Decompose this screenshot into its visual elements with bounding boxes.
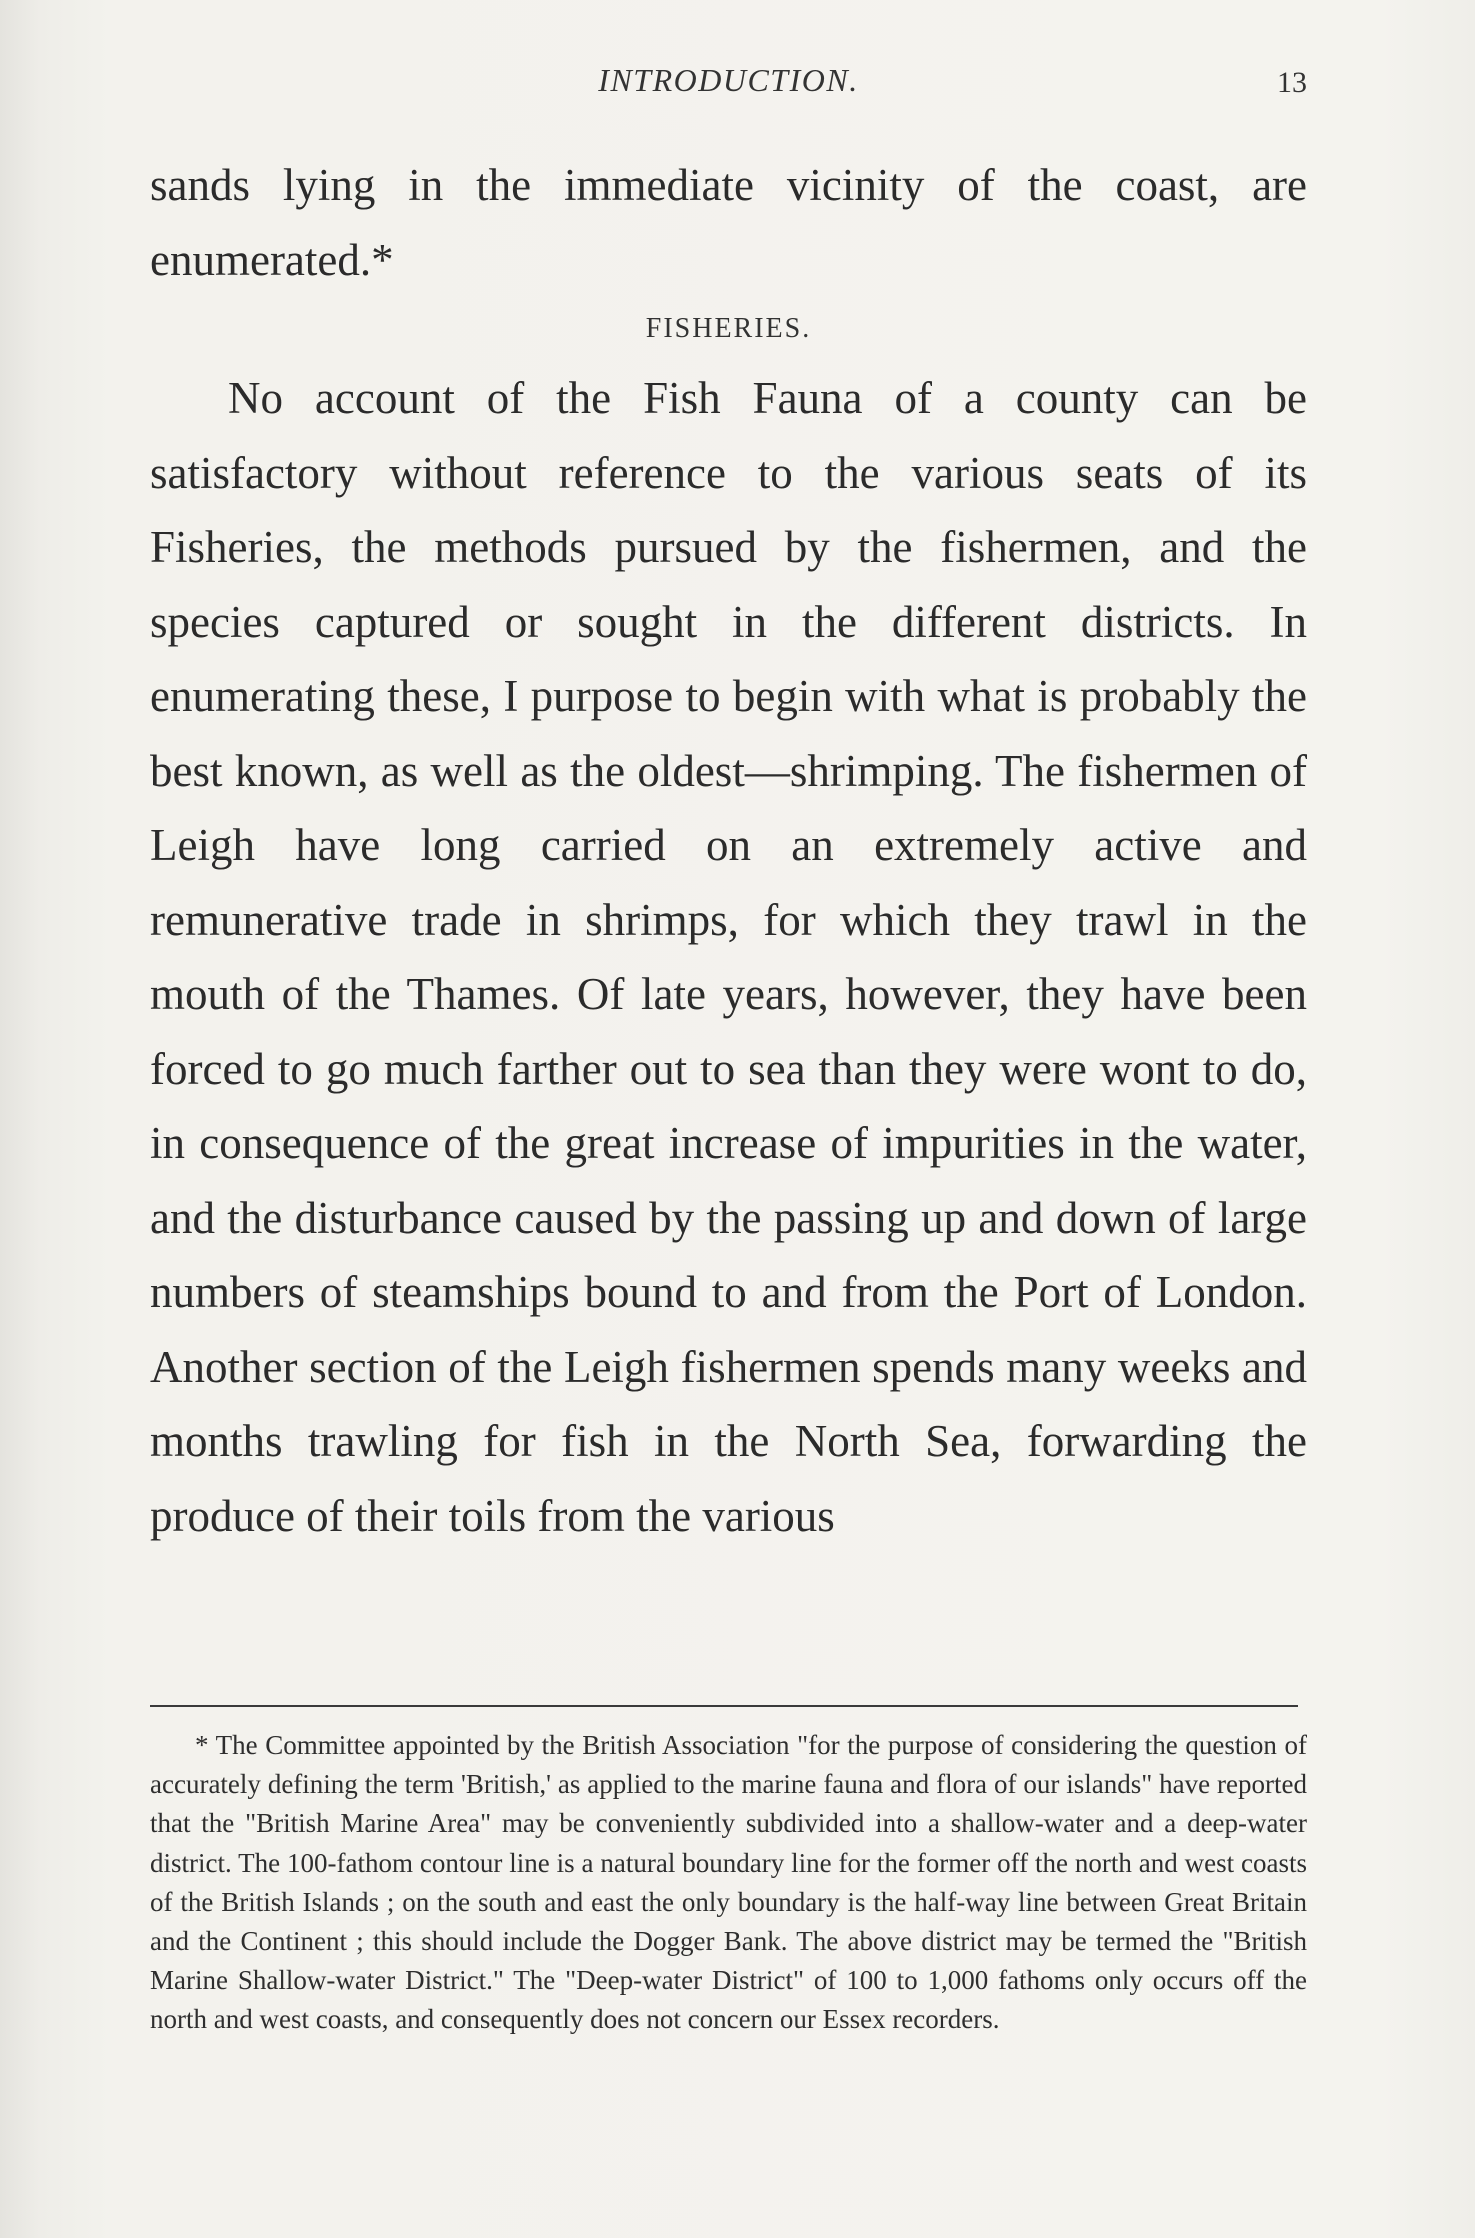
running-head: INTRODUCTION. — [598, 62, 859, 98]
continuation-paragraph: sands lying in the immediate vicinity of the coast, are enumerated.* — [150, 160, 1307, 285]
main-text — [150, 148, 1307, 1553]
section-heading: FISHERIES. — [645, 313, 812, 344]
footnote — [150, 1726, 1307, 2040]
page-header — [150, 62, 1307, 112]
footnote-text: * The Committee appointed by the British Association "for the purpose of considering the question of accurately defining the term 'British,' as applied to the marine fauna and flora of our islands" have reported that the "British Marine Area" may be conveniently subdivided into a shallow-water and a deep-water district. The 100-fathom contour line is a natural boundary line for the former off the north and west coasts of the British Islands ; on the south and east the only boundary is the half-way line between Great Britain and the Continent ; this should include the Dogger Bank. The above district may be termed the "British Marine Shallow-water District." The "Deep-water District" of 100 to 1,000 fathoms only occurs off the north and west coasts, and consequently does not concern our Essex recorders. — [150, 1730, 1307, 2035]
footnote-rule — [150, 1705, 1298, 1707]
body-paragraph: No account of the Fish Fauna of a county can be satisfactory without reference to the various seats of its Fisheries, the methods pursued by the fishermen, and the species captured or sought in the different districts. In enumerating these, I purpose to begin with what is probably the best known, as well as the oldest—shrimping. The fishermen of Leigh have long carried on an extremely active and remunerative trade in shrimps, for which they trawl in the mouth of the Thames. Of late years, however, they have been forced to go much farther out to sea than they were wont to do, in consequence of the great increase of impurities in the water, and the disturbance caused by the passing up and down of large numbers of steamships bound to and from the Port of London. Another section of the Leigh fishermen spends many weeks and months trawling for fish in the North Sea, forwarding the produce of their toils from the various — [150, 373, 1307, 1541]
page-number: 13 — [1277, 66, 1307, 99]
